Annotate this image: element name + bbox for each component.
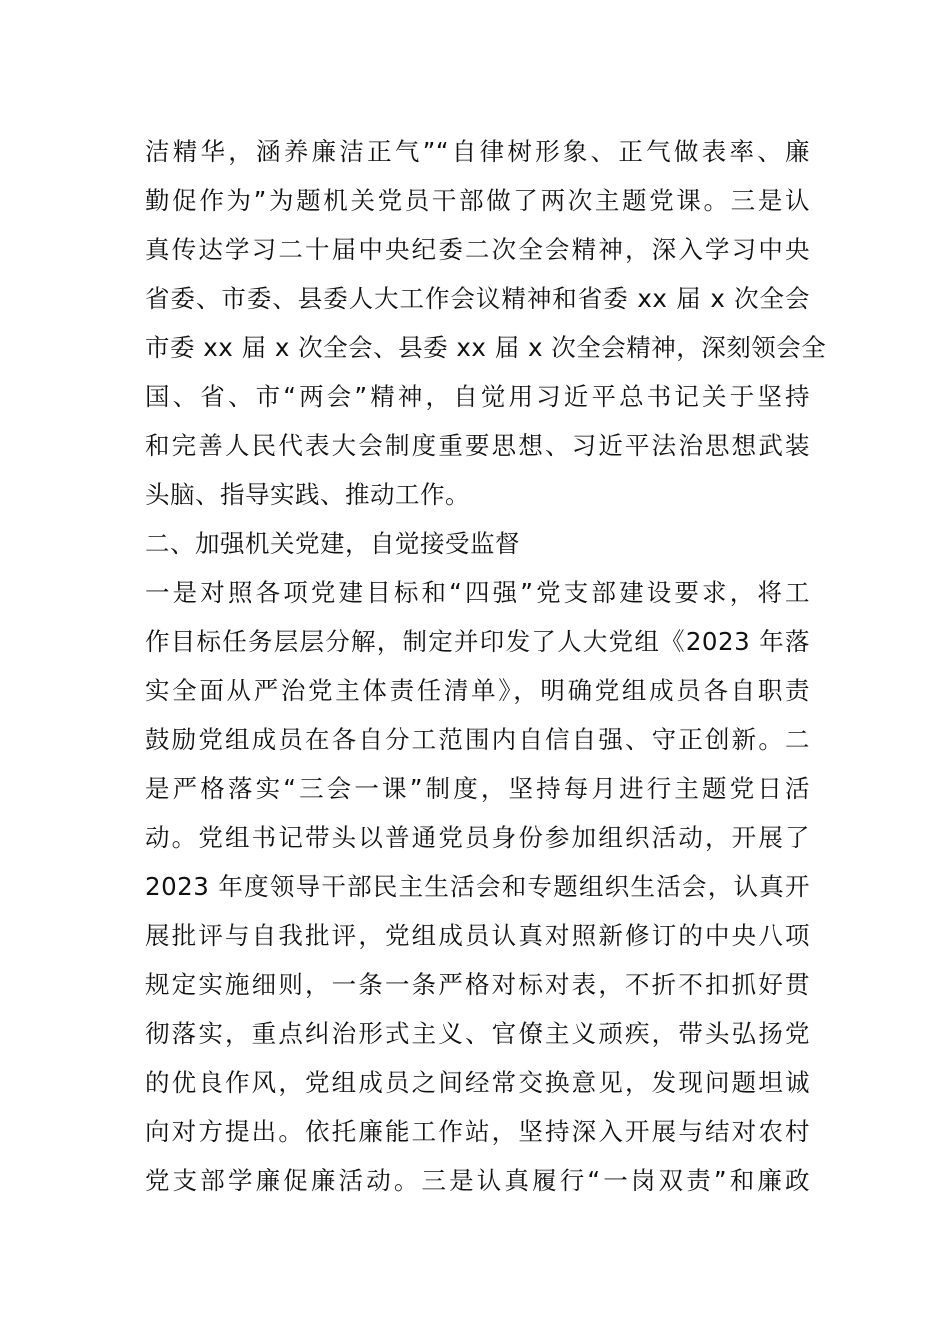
text-line: 真传达学习二十届中央纪委二次全会精神，深入学习中央 bbox=[145, 235, 810, 264]
section-heading: 二、加强机关党建，自觉接受监督 bbox=[145, 529, 520, 558]
text-line: 鼓励党组成员在各自分工范围内自信自强、守正创新。二 bbox=[145, 725, 810, 754]
text-line: 洁精华，涵养廉洁正气”“自律树形象、正气做表率、廉 bbox=[145, 137, 810, 166]
text-line: 是严格落实“三会一课”制度，坚持每月进行主题党日活 bbox=[145, 774, 810, 803]
text-line: 市委 xx 届 x 次全会、县委 xx 届 x 次全会精神，深刻领会全 bbox=[145, 333, 827, 362]
text-line: 的优良作风，党组成员之间经常交换意见，发现问题坦诚 bbox=[145, 1068, 810, 1097]
text-line: 彻落实，重点纠治形式主义、官僚主义顽疾，带头弘扬党 bbox=[145, 1019, 810, 1048]
text-line: 向对方提出。依托廉能工作站，坚持深入开展与结对农村 bbox=[145, 1117, 810, 1146]
text-line: 规定实施细则，一条一条严格对标对表，不折不扣抓好贯 bbox=[145, 970, 810, 999]
text-line: 国、省、市“两会”精神，自觉用习近平总书记关于坚持 bbox=[145, 382, 810, 411]
text-line: 2023 年度领导干部民主生活会和专题组织生活会，认真开 bbox=[145, 872, 810, 901]
text-line: 勤促作为”为题机关党员干部做了两次主题党课。三是认 bbox=[145, 186, 810, 215]
text-line: 和完善人民代表大会制度重要思想、习近平法治思想武装 bbox=[145, 431, 810, 460]
text-line: 一是对照各项党建目标和“四强”党支部建设要求，将工 bbox=[145, 578, 810, 607]
document-body bbox=[145, 127, 827, 1205]
paragraph-end-line: 头脑、指导实践、推动工作。 bbox=[145, 480, 470, 509]
text-line: 动。党组书记带头以普通党员身份参加组织活动，开展了 bbox=[145, 823, 810, 852]
text-line: 展批评与自我批评，党组成员认真对照新修订的中央八项 bbox=[145, 921, 810, 950]
text-line: 作目标任务层层分解，制定并印发了人大党组《2023 年落 bbox=[145, 627, 810, 656]
text-line: 党支部学廉促廉活动。三是认真履行“一岗双责”和廉政 bbox=[145, 1166, 810, 1195]
text-line: 省委、市委、县委人大工作会议精神和省委 xx 届 x 次全会 bbox=[145, 284, 810, 313]
text-line: 实全面从严治党主体责任清单》，明确党组成员各自职责 bbox=[145, 676, 810, 705]
